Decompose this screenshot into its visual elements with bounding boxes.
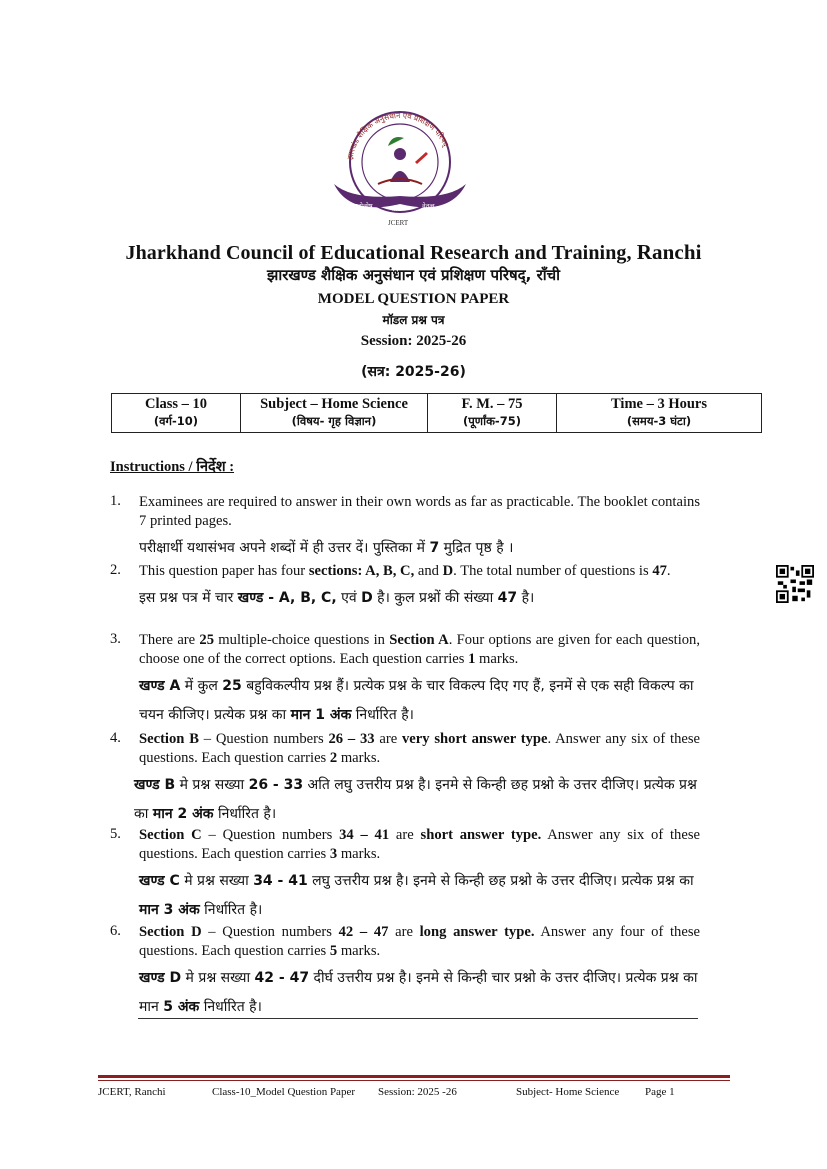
instruction-1-en: Examinees are required to answer in their own words as far as practicable. The booklet contains 7 printed pages. [139, 494, 700, 529]
instruction-6-en: Section D – Question numbers 42 – 47 are long answer type. Answer any four of these questions. Each question carries 5 marks. [139, 924, 700, 959]
session-hi: (सत्र: 2025-26) [361, 364, 466, 380]
instruction-3-hi: खण्ड A में कुल 25 बहुविकल्पीय प्रश्न हैं। प्रत्येक प्रश्न के चार विकल्प दिए गए हैं, इनमें से एक सही विकल्प का चयन कीजिए। प्रत्येक प्रश्न का मान 1 अंक निर्धारित है। [139, 678, 694, 723]
logo-motto-1: नवोन्मेष [354, 202, 373, 210]
council-name-hi: झारखण्ड शैक्षिक अनुसंधान एवं प्रशिक्षण परिषद्, राँची [267, 266, 560, 284]
instruction-6: 6. Section D – Question numbers 42 – 47 are long answer type. Answer any four of these questions. Each question carries 5 marks. खण्ड D मे प्रश्न सख्या 42 - 47 दीर्घ उत्तरीय प्रश्न है। इनमे से किन्ही चार प्रश्नो के उत्तर दीजिए। प्रत्येक प्रश्न का मान 5 अंक निर्धारित है। [110, 923, 700, 1022]
footer-page-number: Page 1 [645, 1086, 675, 1098]
paper-title: MODEL QUESTION PAPER [317, 291, 510, 307]
jcert-logo [330, 104, 470, 228]
logo-ring-text: झारखंड शैक्षिक अनुसंधान एवं प्रशिक्षण परिषद् [345, 110, 451, 161]
footer-org: JCERT, Ranchi [98, 1086, 166, 1098]
instruction-6-hi: खण्ड D मे प्रश्न सख्या 42 - 47 दीर्घ उत्तरीय प्रश्न है। इनमे से किन्ही चार प्रश्नो के उत्तर दीजिए। प्रत्येक प्रश्न का मान 5 अंक निर्धारित है। [139, 970, 698, 1015]
logo-motto-2: शोध [391, 205, 402, 213]
footer-subject: Subject- Home Science [516, 1086, 620, 1098]
council-title: Jharkhand Council of Educational Research and Training, [125, 242, 632, 264]
content-divider [138, 1018, 698, 1019]
footer-rule-thick [98, 1075, 730, 1078]
council-city: Ranchi [636, 240, 702, 264]
instruction-5-en: Section C – Question numbers 34 – 41 are short answer type. Answer any six of these questions. Each question carries 3 marks. [139, 827, 700, 862]
footer-session: Session: 2025 -26 [378, 1086, 457, 1098]
instruction-2-hi: इस प्रश्न पत्र में चार खण्ड - A, B, C, एवं D है। कुल प्रश्नों की संख्या 47 है। [139, 590, 535, 606]
logo-abbr: JCERT [388, 219, 409, 227]
council-name-en [0, 240, 827, 265]
instruction-2: 2. This question paper has four sections: A, B, C, and D. The total number of questions is 47. इस प्रश्न पत्र में चार खण्ड - A, B, C, एवं D है। कुल प्रश्नों की संख्या 47 है। [110, 562, 700, 613]
instruction-3: 3. There are 25 multiple-choice questions in Section A. Four options are given for each question, choose one of the correct options. Each question carries 1 marks. खण्ड A में कुल 25 बहुविकल्पीय प्रश्न हैं। प्रत्येक प्रश्न के चार विकल्प दिए गए हैं, इनमें से एक सही विकल्प का चयन कीजिए। प्रत्येक प्रश्न का मान 1 अंक निर्धारित है। [110, 631, 700, 730]
instruction-5-hi: खण्ड C मे प्रश्न सख्या 34 - 41 लघु उत्तरीय प्रश्न है। इनमे से किन्ही छह प्रश्नो के उत्तर दीजिए। प्रत्येक प्रश्न का मान 3 अंक निर्धारित है। [139, 873, 694, 918]
instruction-4-hi: खण्ड B मे प्रश्न सख्या 26 - 33 अति लघु उत्तरीय प्रश्न है। इनमे से किन्ही छह प्रश्नो के उत्तर दीजिए। प्रत्येक प्रश्न का मान 2 अंक निर्धारित है। [134, 777, 697, 822]
instruction-1: 1. Examinees are required to answer in their own words as far as practicable. The booklet contains 7 printed pages. परीक्षार्थी यथासंभव अपने शब्दों में ही उत्तर दें। पुस्तिका में 7 मुद्रित पृष्ठ है । [110, 493, 700, 563]
session-en: Session: 2025-26 [360, 333, 467, 349]
paper-title-hi: मॉडल प्रश्न पत्र [382, 313, 445, 327]
footer-paper: Class-10_Model Question Paper [212, 1086, 355, 1098]
instruction-4-en: Section B – Question numbers 26 – 33 are very short answer type. Answer any six of these questions. Each question carries 2 marks. [139, 731, 701, 766]
instruction-3-en: There are 25 multiple-choice questions in Section A. Four options are given for each question, choose one of the correct options. Each question carries 1 marks. [139, 632, 700, 667]
full-marks-cell: F. M. – 75 (पूर्णांक-75) [428, 394, 557, 433]
subject-cell: Subject – Home Science (विषय- गृह विज्ञान) [241, 394, 428, 433]
instruction-1-hi: परीक्षार्थी यथासंभव अपने शब्दों में ही उत्तर दें। पुस्तिका में 7 मुद्रित पृष्ठ है । [139, 540, 514, 556]
class-cell: Class – 10 (वर्ग-10) [112, 394, 241, 433]
instruction-4: 4. Section B – Question numbers 26 – 33 are very short answer type. Answer any six of these questions. Each question carries 2 marks. खण्ड B मे प्रश्न सख्या 26 - 33 अति लघु उत्तरीय प्रश्न है। इनमे से किन्ही छह प्रश्नो के उत्तर दीजिए। प्रत्येक प्रश्न का मान 2 अंक निर्धारित है। [110, 730, 700, 829]
instructions-heading: Instructions / निर्देश : [110, 459, 235, 475]
instruction-5: 5. Section C – Question numbers 34 – 41 are short answer type. Answer any six of these questions. Each question carries 3 marks. खण्ड C मे प्रश्न सख्या 34 - 41 लघु उत्तरीय प्रश्न है। इनमे से किन्ही छह प्रश्नो के उत्तर दीजिए। प्रत्येक प्रश्न का मान 3 अंक निर्धारित है। [110, 826, 700, 925]
qr-code-icon[interactable] [776, 565, 814, 603]
exam-info-table [111, 393, 762, 433]
instruction-2-en: This question paper has four sections: A, B, C, and D. The total number of questions is 47. [139, 563, 671, 579]
logo-motto-3: नेतृत्व [422, 202, 435, 210]
footer-rule-thin [98, 1080, 730, 1081]
time-cell: Time – 3 Hours (समय-3 घंटा) [557, 394, 762, 433]
